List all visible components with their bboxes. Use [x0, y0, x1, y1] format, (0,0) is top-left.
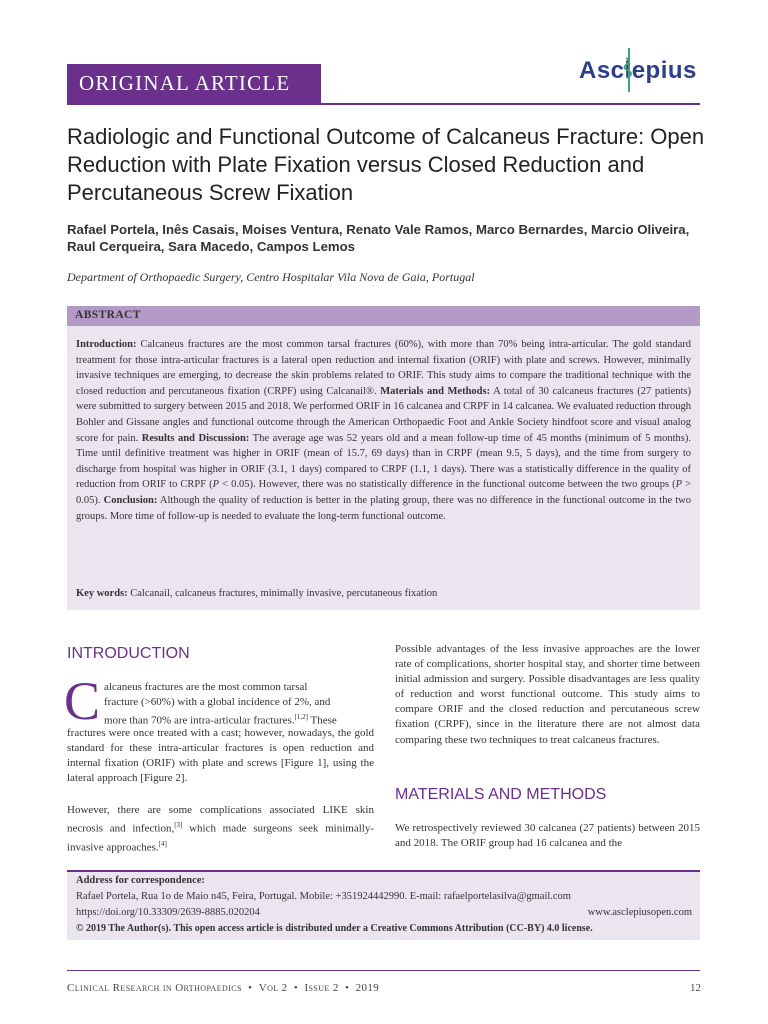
- intro-line-3a: more than 70% are intra-articular fractures.: [104, 714, 295, 727]
- conclusion-text: Although the quality of reduction is better in the plating group, there was no difference in the functional outcome in the two groups. More time of follow-up is needed to evaluate the long-term functional outcome.: [76, 494, 692, 522]
- page-number: 12: [690, 982, 701, 994]
- intro-line-1: alcaneus fractures are the most common tarsal: [104, 681, 308, 693]
- ref-4[interactable]: [4]: [158, 839, 167, 848]
- intro-p2b: which made surgeons seek minimally-invasive approaches.: [67, 822, 374, 854]
- intro-label: Introduction:: [76, 339, 137, 350]
- volume: Vol 2: [258, 982, 288, 994]
- rod-of-asclepius-icon: [623, 48, 635, 92]
- intro-paragraph-2: [67, 803, 374, 856]
- keywords: [76, 588, 691, 599]
- website-link[interactable]: www.asclepiusopen.com: [587, 907, 692, 918]
- results-text-3: > 0.05).: [76, 479, 691, 506]
- abstract-text: [76, 337, 691, 524]
- keywords-label: Key words:: [76, 588, 128, 599]
- intro-text: Calcaneus fractures are the most common tarsal fractures (60%), with more than 70% being intra-articular. The gold standard treatment for those intra-articular fractures is a lateral open reduction and internal fixation (ORIF) with plate and screws. However, minimally invasive techniques are emerging, to decrease the skin problems related to ORIF. This study aims to compare the traditional technique with the closed reduction and percutaneous fixation (CRPF) using Calcanail®.: [76, 339, 691, 397]
- ref-1-2[interactable]: [1,2]: [294, 713, 308, 722]
- results-text-1: The average age was 52 years old and a mean follow-up time of 45 months (minimum of 5 months). Time until definitive treatment was higher in ORIF (mean of 15.7, 69 days) than in CRPF (mean 9.5, 5 days), and the time from surgery to discharge from hospital was higher in ORIF (3.1, 1 days) compared to CRPF (1.1, 1 days). There was a statistically difference in the quality of reduction from ORIF to CRPF (: [76, 432, 691, 491]
- correspondence-label: Address for correspondence:: [76, 875, 205, 886]
- paper-title: Radiologic and Functional Outcome of Calcaneus Fracture: Open Reduction with Plate Fixation versus Closed Reduction and Percutaneous Screw Fixation: [67, 124, 705, 205]
- keywords-text: Calcanail, calcaneus fractures, minimally invasive, percutaneous fixation: [127, 588, 438, 599]
- methods-paragraph-1: We retrospectively reviewed 30 calcanea (27 patients) between 2015 and 2018. The ORIF group had 16 calcanea and the: [395, 822, 700, 850]
- article-type-banner: [67, 64, 321, 104]
- header-divider: [67, 103, 700, 105]
- p-symbol: P: [675, 479, 683, 491]
- logo-text: Asclepius: [579, 57, 697, 84]
- journal-footer: Clinical Research in Orthopaedics • Vol 2 • Issue 2 • 2019: [67, 982, 380, 994]
- abstract-heading: ABSTRACT: [75, 309, 141, 321]
- introduction-heading: INTRODUCTION: [67, 645, 190, 662]
- abstract-box: [67, 326, 700, 610]
- author-list: Rafael Portela, Inês Casais, Moises Ventura, Renato Vale Ramos, Marco Bernardes, Marcio Oliveira, Raul Cerqueira, Sara Macedo, Campos Lemos: [67, 222, 690, 254]
- issue: Issue 2: [304, 982, 339, 994]
- conclusion-label: Conclusion:: [100, 494, 158, 506]
- license-text: © 2019 The Author(s). This open access article is distributed under a Creative Commons Attribution (CC-BY) 4.0 license.: [76, 923, 593, 934]
- methods-heading: MATERIALS AND METHODS: [395, 786, 607, 803]
- correspondence-box: [67, 870, 700, 940]
- footer-divider: [67, 970, 700, 971]
- methods-label: Materials and Methods:: [376, 385, 491, 397]
- methods-text: A total of 30 calcaneus fractures (27 patients) were submitted to surgery between 2015 and 2018. We performed ORIF in 16 calcanea and CRPF in 14 calcanea. We evaluated reduction through Bohler and Gissane angles and functional outcome through the American Orthopaedic Foot and Ankle Society hindfoot score and visual analog score for pain.: [76, 385, 691, 444]
- intro-line-2: fracture (>60%) with a global incidence of 2%, and: [104, 696, 331, 709]
- doi-link[interactable]: https://doi.org/10.33309/2639-8885.020204: [76, 907, 260, 918]
- correspondence-address: Rafael Portela, Rua 1o de Maio n45, Feira, Portugal. Mobile: +351924442990. E-mail: rafaelportelasilva@gmail.com: [76, 891, 571, 902]
- intro-lead-lines: [104, 680, 374, 729]
- publisher-logo: [575, 48, 700, 92]
- intro-line-3b: These: [308, 714, 337, 727]
- intro-paragraph-1: fractures were once treated with a cast; however, nowadays, the gold standard for these intra-articular fractures is open reduction and internal fixation (ORIF) with plate and screws [Figure 1], using the lateral approach [Figure 2].: [67, 727, 374, 785]
- journal-name: Clinical Research in Orthopaedics: [67, 982, 242, 994]
- article-type-label: ORIGINAL ARTICLE: [79, 71, 291, 95]
- results-label: Results and Discussion:: [138, 432, 250, 444]
- results-text-2: < 0.05). However, there was no statistically difference in the functional outcome between the two groups (: [219, 479, 676, 491]
- drop-cap: C: [64, 671, 101, 731]
- affiliation: Department of Orthopaedic Surgery, Centro Hospitalar Vila Nova de Gaia, Portugal: [67, 270, 475, 284]
- year: 2019: [355, 982, 380, 994]
- intro-p2a: However, there are some complications associated LIKE skin necrosis and infection,: [67, 804, 374, 835]
- p-symbol: P: [212, 479, 220, 491]
- ref-3[interactable]: [3]: [174, 821, 183, 830]
- right-paragraph-1: Possible advantages of the less invasive approaches are the lower rate of complications, shorter hospital stay, and shorter time between initial admission and surgery. Possible disadvantages are less quality of reduction and worst functional outcome. This study aims to compare ORIF and the closed reduction and percutaneous screw fixation (CRPF), since in the literature there are not almost data comparing these two techniques to treat calcaneus fractures.: [395, 643, 700, 746]
- abstract-header: [67, 306, 700, 326]
